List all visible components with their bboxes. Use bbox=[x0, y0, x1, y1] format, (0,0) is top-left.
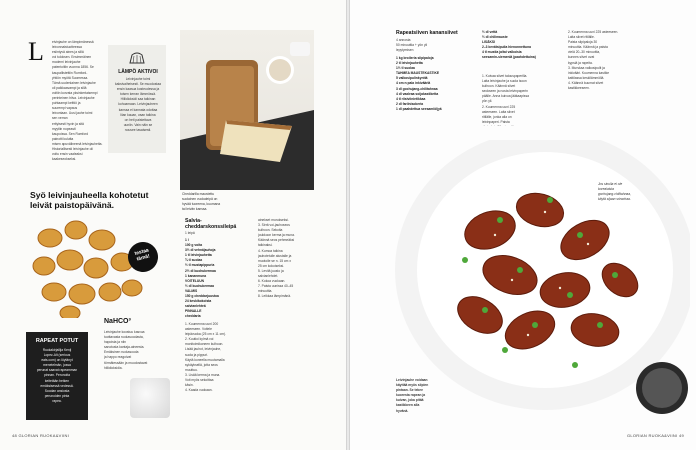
recipe-steps-continued: ainekset murukseksi. 3. Sirrä voi-jauhoseos kulhoon. Sekoita joukkoon kerma ja muna. Käännä seos pehmeäksi taikinaksi. 4. Kumoa taikina jauhotetulle alustalle ja muotoile se n. 15 cm x 25 cm kokoiseksi. 5. Levitä juusto ja salvianlehdet. 6. Kokoa vuokaan. 7. Paista uunissa 40–45 minuuttia. 8. Leikkaa lämpimänä. bbox=[258, 218, 295, 299]
bundt-cake-icon bbox=[128, 51, 146, 65]
baking-soda-photo bbox=[130, 378, 170, 418]
bread-photo bbox=[180, 30, 314, 190]
intro-text: eivinjauhe on lämpimänessä leivonnaistuotteessa esiintyvä aines ja sillä voi tuloksen. Ensimmäinen moderni leivinjauhe patentoitiin vuonna 1856. Se kaupallistettiin Rumford- yhtiön myötä Suomessa. Tämä uudenlainen leivinjauhe oli paikkaavampi ja sillä voitiin korvata yksinkertaisempi perinteinen hiiva. Leivinjauhe puhtaampi keittiö ja suurempi vapaus leivontaan. Uusi jauhe toimi sen verran erityisesti hyvin ja sitä myytiin nopeasti kaupoissa. Sen Rumford painotti kulutta misen apuvälineenä leivinjauhetta. Historiallisesti leivinjauhe oli voitu ensin vaaleaksi kaakeseokseksi. bbox=[52, 40, 103, 162]
wings-steps-continued: 2. Kuumenna uuni 225 asteeseen. Laita siivet ritilälle. Paista siipipaloja 30 minuuttia. Käännä ja paista vielä 20–30 minuuttia, kunnes siivet ovat kypsiä ja rapeita. 3. Murskaa valkosipulit ja inkivääri. Kuumenna kastike kattilassa keskilämmöllä. 4. Käännä kuumat siivet kastikkeeseen. bbox=[568, 30, 619, 91]
nahco-title: NaHCO³ bbox=[104, 318, 131, 325]
recipe-steps: 1. Kuumenna uuni 200 asteeseen. Voitele leipävuoka (25 cm x 11 cm). 2. Kuutioi kylmä voi monitoimikoneen kulhoon. Lisää jauhot, leivinjauhe, suola ja pippuri. Käytä koneella muutamalla sykäyksellä, jotta seos muuttuu. 3. Lisää kerma ja muna. Voit myös sekoittaa käsin. 4. Kaada vuokaan. bbox=[185, 322, 226, 393]
box-text: Ruokakirjailija Kenji Lopez-Alt (serious eats.com) on löytänyt menetelmän, jossa perunat saavat rapeamman pinnan. Perunoita keitetään hetken emäksisessä vedessä. Soodan ansiosta perunoiden pinta rapea. bbox=[36, 348, 78, 403]
bread-caption: Cheddarilla maustettu suolainen vuokaleipä on hyvää tuoreena, kuumana tai leivän kanssa. bbox=[182, 192, 221, 212]
intro-dropcap: L bbox=[28, 37, 44, 66]
wings-ingredients: 1 kg broileria siipipaloja 2 tl leivinjauhetta 1½ tl suolaa TAHMEA MAUSTEKASTIKE 5 valkosipulinkynttä 4 cm:n pala inkivääriä 3 dl gochujang-chilitahnaa 4 dl vaaleaa soijakastiketta 4 tl riisiviinietikkaa 2 dl fariinisokeria 1 dl paahdettua seesamiöljyä bbox=[396, 56, 442, 111]
wings-steps: 1. Kuivaa siivet talouspaperilla. Laita leivinjauhe ja suola isoon kulhoon. Käännä siivet seokseen ja nosta leivinpaperin päälle. Anna kuivua jääkaapissa yön yli. 2. Kuumenna uuni 225 asteeseen. Laita siivet ritilälle, jonka alla on leivinpaperi. Paista bbox=[482, 74, 529, 124]
wings-ingredients-extra: ½ dl vettä ½ dl chilimauste LISÄKSI 2–3 kevätsipulia hienonnettuna 4 tl mustia ja/tai valkoisia seesamin-siemeniä (paahdettuina) bbox=[482, 30, 536, 60]
recipe-title: Salvia- cheddarskonssileipä bbox=[185, 218, 237, 230]
warm-box bbox=[108, 45, 166, 153]
recipe-ingredients: 1 l 100 g voita 3½ dl vehnäjauhoja 1 tl leivinjauhetta ¾ tl suolaa ½ tl mustapippuria 2½ dl kuohukermaa 1 kananmuna VOITELUUN ½ dl kuohukermaa VALMIS 150 g cheddarjuustoa 24 keskikokoista salvianlehteä PINNALLE cheddaria bbox=[185, 238, 219, 319]
badge-text: testaa tämä! bbox=[133, 247, 151, 263]
crispy-potatoes-box bbox=[26, 332, 88, 420]
recipe-yield: 1 leipä bbox=[185, 231, 195, 235]
chili-callout: Jos sinulla ei ole korealaista gochujang-chilitahnaa, käytä sijaan srirachaa. bbox=[598, 182, 631, 202]
right-folio: GLORIAN RUOKA&VIINI 49 bbox=[626, 433, 684, 438]
wings-caption: Leivinjauhe voidaan käyttää myös siipien pintaan. Se tekee kuoresta rapean ja kuivan, joka pitää kastikkeen alla hyvänä. bbox=[396, 378, 429, 413]
warm-title: LÄMPÖ AKTIVOI bbox=[118, 69, 158, 75]
spread-gutter bbox=[346, 0, 350, 450]
wings-recipe-yield: 4 annosta 50 minuuttia + yön yli lepytymisen bbox=[396, 38, 428, 53]
box-title: RAPEAT POTUT bbox=[35, 338, 79, 344]
wings-recipe-title: Rapeatsiiven kanansiivet bbox=[396, 30, 458, 36]
potato-heading: Syö leivinjauheella kohotetut leivät paistopäivänä. bbox=[30, 190, 149, 210]
nahco-text: Leivinjauhe koostuu kasvua tuottavasta ruokasoodasta, hapoista ja niin sanotusta kantaja-aineesta. Emäksinen ruokasooda ja happo reagoivat törmätessään ja muodostavat hiilidioksidia. bbox=[104, 330, 148, 370]
warm-text: Leivinjauhe toimi kaksivaiheisesti. Se muodostaa ensin kaasua kosteudessa ja toisen kerran lämmössä. Hiilidioksidi saa taikinan kohoamaan. Leivinjauheen kanssa ei kannata odottaa liian kauan, vaan taikina on heti paistettava uuniin. Vain näin se nousee tasaisesti. bbox=[115, 77, 161, 132]
left-folio: 48 GLORIAN RUOKA&VIINI bbox=[12, 433, 70, 438]
